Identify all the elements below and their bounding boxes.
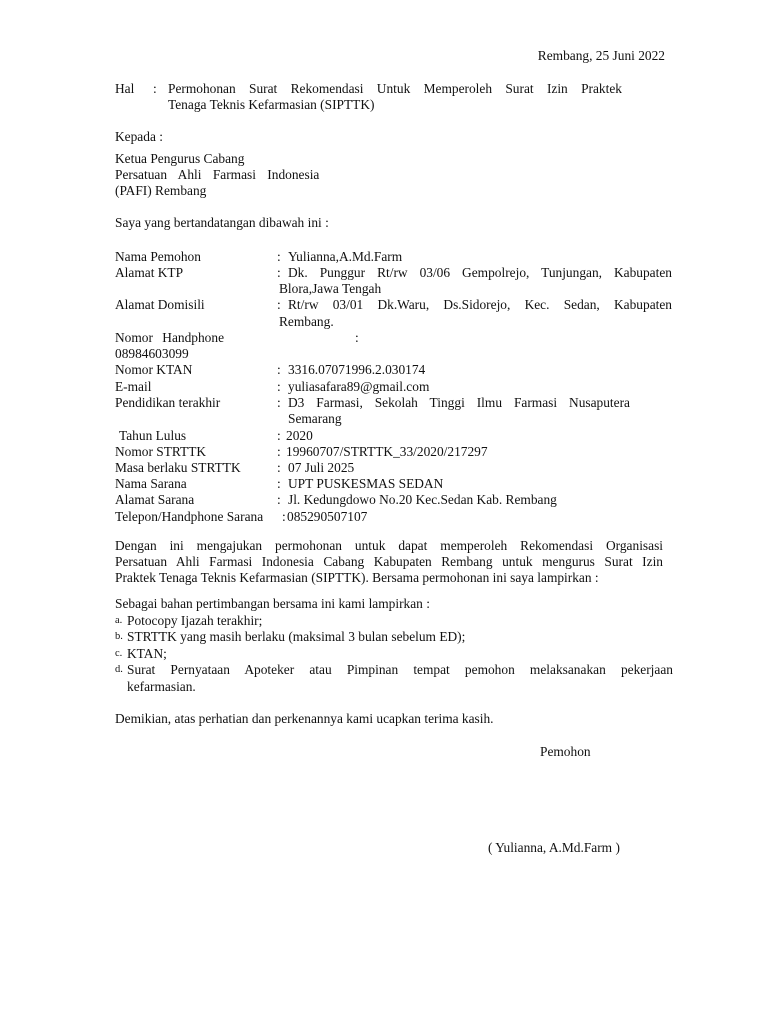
letter-date: Rembang, 25 Juni 2022 [537,48,665,63]
field-label-alamat-ktp: Alamat KTP [115,265,184,280]
field-label-strttk: Nomor STRTTK [115,444,207,459]
recipient-line-2: Persatuan Ahli Farmasi Indonesia [115,167,320,182]
field-value-pendidikan-cont: Semarang [288,411,342,426]
field-value-nama-sarana: UPT PUSKESMAS SEDAN [288,476,444,491]
list-item: KTAN; [127,646,167,661]
field-value-masa-berlaku: 07 Juli 2025 [288,460,355,475]
field-colon: : [277,444,281,459]
field-colon: : [277,476,281,491]
field-value-ktan: 3316.07071996.2.030174 [288,362,426,377]
list-marker: b. [115,631,123,642]
field-label-email: E-mail [115,379,152,394]
subject-label: Hal [115,81,135,96]
list-item: STRTTK yang masih berlaku (maksimal 3 bulan sebelum ED); [127,629,466,644]
subject-line-1: Permohonan Surat Rekomendasi Untuk Memperoleh Surat Izin Praktek [168,81,622,96]
field-label-nama-sarana: Nama Sarana [115,476,187,491]
field-value-email: yuliasafara89@gmail.com [288,379,430,394]
field-value-alamat-ktp-cont: Blora,Jawa Tengah [279,281,382,296]
field-label-handphone: Nomor Handphone [115,330,225,345]
list-marker: c. [115,648,123,659]
list-item: Potocopy Ijazah terakhir; [127,613,263,628]
signature-role: Pemohon [540,744,591,759]
recipient-line-3: (PAFI) Rembang [115,183,207,198]
field-colon: : [277,362,281,377]
field-colon: : [277,249,281,264]
field-colon: : [277,428,281,443]
field-value-pendidikan: D3 Farmasi, Sekolah Tinggi Ilmu Farmasi Nusaputera [288,395,630,410]
field-colon: : [282,509,286,524]
field-value-nama: Yulianna,A.Md.Farm [288,249,403,264]
field-colon: : [355,330,359,345]
subject-line-2: Tenaga Teknis Kefarmasian (SIPTTK) [168,97,375,112]
body-paragraph-line-1: Dengan ini mengajukan permohonan untuk dapat memperoleh Rekomendasi Organisasi [115,538,663,553]
list-marker: d. [115,664,123,675]
attachments-intro: Sebagai bahan pertimbangan bersama ini kami lampirkan : [115,596,430,611]
recipient-line-1: Ketua Pengurus Cabang [115,151,245,166]
field-value-alamat-sarana: Jl. Kedungdowo No.20 Kec.Sedan Kab. Rembang [288,492,557,507]
list-marker: a. [115,615,123,626]
field-label-telepon-sarana: Telepon/Handphone Sarana [115,509,264,524]
body-paragraph-line-2: Persatuan Ahli Farmasi Indonesia Cabang Kabupaten Rembang untuk mengurus Surat Izin [115,554,663,569]
field-label-tahun-lulus: Tahun Lulus [119,428,187,443]
field-colon: : [277,379,281,394]
field-colon: : [277,492,281,507]
field-colon: : [277,297,281,312]
field-value-strttk: 19960707/STRTTK_33/2020/217297 [286,444,488,459]
recipient-heading: Kepada : [115,129,163,144]
field-colon: : [277,265,281,280]
list-item-cont: kefarmasian. [127,679,196,694]
field-label-ktan: Nomor KTAN [115,362,193,377]
field-value-domisili-cont: Rembang. [279,314,334,329]
field-colon: : [277,395,281,410]
body-paragraph-line-3: Praktek Tenaga Teknis Kefarmasian (SIPTTK). Bersama permohonan ini saya lampirkan : [115,570,599,585]
field-label-domisili: Alamat Domisili [115,297,205,312]
field-value-alamat-ktp: Dk. Punggur Rt/rw 03/06 Gempolrejo, Tunjungan, Kabupaten [288,265,672,280]
field-value-telepon-sarana: 085290507107 [287,509,368,524]
field-label-pendidikan: Pendidikan terakhir [115,395,221,410]
intro-text: Saya yang bertandatangan dibawah ini : [115,215,329,230]
field-colon: : [277,460,281,475]
field-label-alamat-sarana: Alamat Sarana [115,492,195,507]
field-label-nama: Nama Pemohon [115,249,201,264]
list-item: Surat Pernyataan Apoteker atau Pimpinan tempat pemohon melaksanakan pekerjaan [127,662,673,677]
field-label-masa-berlaku: Masa berlaku STRTTK [115,460,241,475]
field-value-handphone: 08984603099 [115,346,189,361]
signature-name: ( Yulianna, A.Md.Farm ) [488,840,620,855]
field-value-tahun-lulus: 2020 [286,428,313,443]
closing-text: Demikian, atas perhatian dan perkenannya kami ucapkan terima kasih. [115,711,494,726]
field-value-domisili: Rt/rw 03/01 Dk.Waru, Ds.Sidorejo, Kec. Sedan, Kabupaten [288,297,672,312]
subject-colon: : [153,81,157,96]
